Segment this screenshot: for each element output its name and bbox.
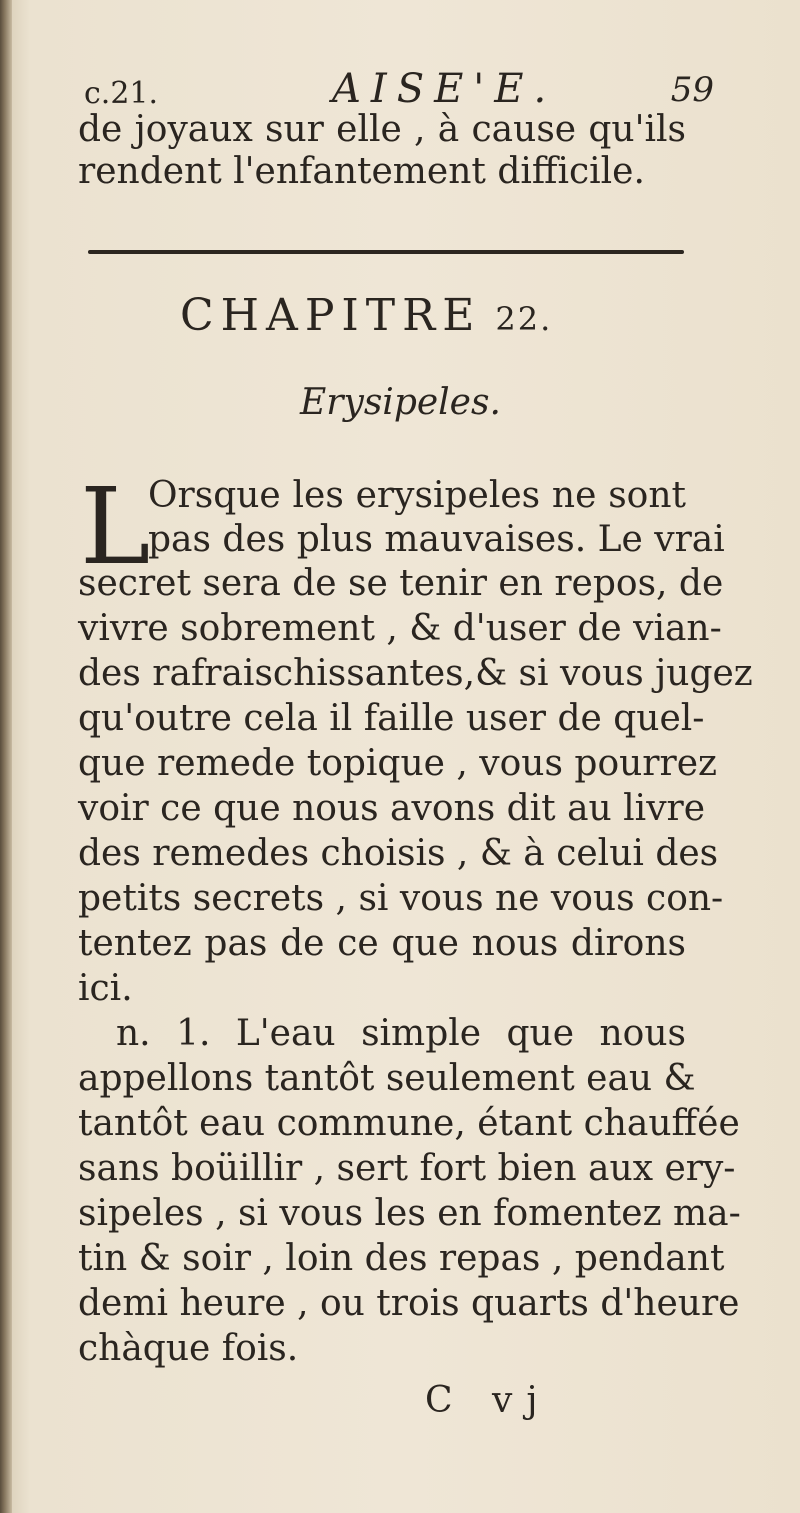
body-line: voir ce que nous avons dit au livre	[78, 788, 706, 829]
body-line: sans boüillir , sert fort bien aux ery-	[78, 1148, 736, 1189]
body-line: pas des plus mauvaises. Le vrai	[148, 519, 725, 560]
body-line: tantôt eau commune, étant chauffée	[78, 1103, 740, 1144]
continuation-line-2: rendent l'enfantement difficile.	[78, 151, 645, 192]
body-line: appellons tantôt seulement eau &	[78, 1058, 696, 1099]
chapter-title: Erysipeles.	[300, 382, 501, 423]
body-line: secret sera de se tenir en repos, de	[78, 563, 724, 604]
page-header	[84, 66, 714, 112]
body-line: sipeles , si vous les en fomentez ma-	[78, 1193, 741, 1234]
section-rule	[88, 250, 684, 254]
chapter-number: 22.	[495, 300, 553, 338]
body-line: n. 1. L'eau simple que nous	[116, 1013, 686, 1054]
body-line: vivre sobrement , & d'user de vian-	[78, 608, 722, 649]
running-head: AISE'E.	[332, 66, 557, 112]
body-line: petits secrets , si vous ne vous con-	[78, 878, 724, 919]
body-line: chàque fois.	[78, 1328, 299, 1369]
drop-cap: L	[80, 465, 151, 588]
body-line: Orsque les erysipeles ne sont	[148, 475, 686, 516]
body-line: tin & soir , loin des repas , pendant	[78, 1238, 725, 1279]
chapter-heading	[180, 290, 552, 341]
body-line: que remede topique , vous pourrez	[78, 743, 717, 784]
chapter-label: CHAPITRE	[180, 290, 482, 341]
body-line: ici.	[78, 968, 133, 1009]
body-line: tentez pas de ce que nous dirons	[78, 923, 686, 964]
body-line: demi heure , ou trois quarts d'heure	[78, 1283, 740, 1324]
body-line: des remedes choisis , & à celui des	[78, 833, 719, 874]
header-signature: c.21.	[84, 76, 159, 111]
body-line: des rafraischissantes,& si vous jugez	[78, 653, 753, 694]
body-line: qu'outre cela il faille user de quel-	[78, 698, 705, 739]
continuation-line-1: de joyaux sur elle , à cause qu'ils	[78, 109, 686, 150]
page-number: 59	[670, 70, 714, 110]
book-spine-shadow	[0, 0, 12, 1513]
catchword: C vj	[425, 1380, 552, 1421]
